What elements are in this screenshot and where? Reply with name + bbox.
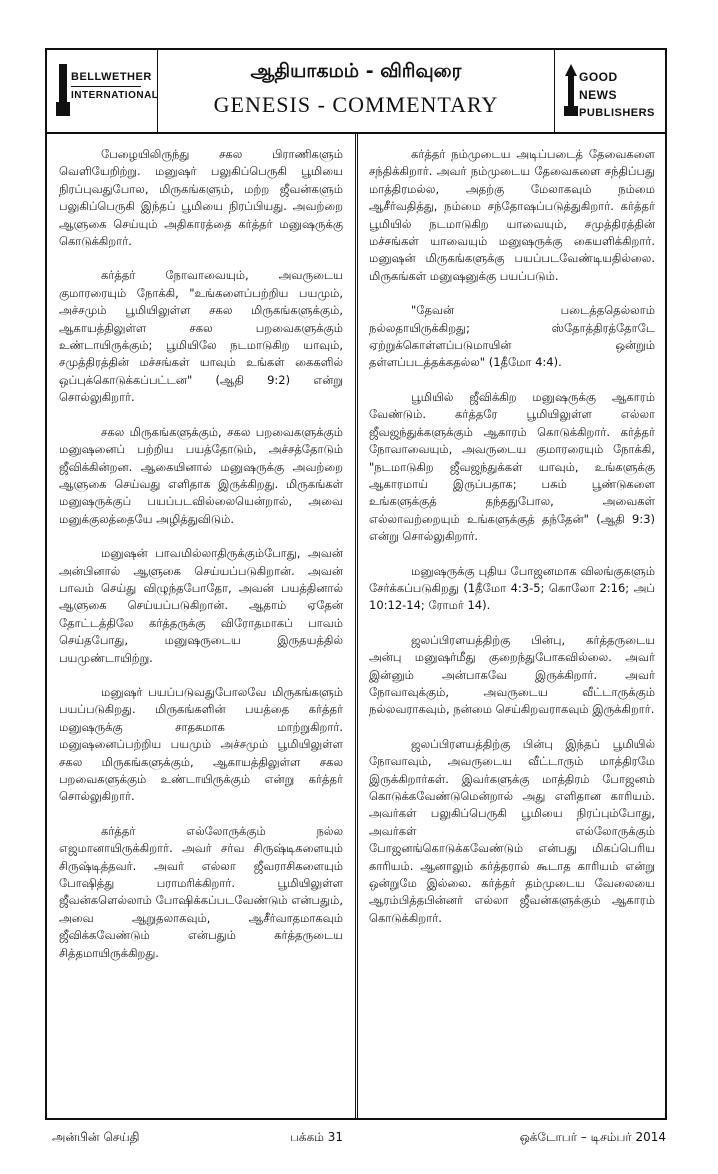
paragraph: மனுஷன் பாவமில்லாதிருக்கும்போது, அவன் அன்பினால் ஆளுகை செய்யப்படுகிறான். அவன் பாவம் செய்து விழுந்தபோதோ, அவன் பயத்தினால் ஆளுகை செய்யப்படுகிறான். ஆதாம் ஏதேன் தோட்டத்திலே கர்த்தருக்கு விரோதமாகப் பாவம் செய்தபோது, மனுஷருடைய இருதயத்தில் பயமுண்டாயிற்று. [59,546,343,665]
header-divider-right [554,50,555,132]
bell-icon [53,62,73,118]
paragraph: சகல மிருகங்களுக்கும், சகல பறவைகளுக்கும் மனுஷனைப் பற்றிய பயத்தோடும், அச்சத்தோடும் ஜீவிக்கின்றன. ஆகையினால் மனுஷருக்கு அவற்றை ஆளுகை செய்வது எளிதாக இருக்கிறது. மிருகங்கள் மனுஷருக்குப் பயப்படவில்லையென்றால், அவை மனுக்குலத்தையே அழித்துவிடும். [59,424,343,526]
lamp-icon [561,62,581,118]
paragraph: கர்த்தர் நோவாவையும், அவருடைய குமாரரையும் நோக்கி, "உங்களைப்பற்றிய பயமும், அச்சமும் பூமியிலுள்ள சகல மிருகங்களுக்கும், ஆகாயத்திலுள்ள சகல பறவைகளுக்கும் உண்டாயிருக்கும்; பூமியிலே நடமாடுகிற யாவும், சமுத்திரத்தின் மச்சங்கள் யாவும் உங்கள் கைகளில் ஒப்புக்கொடுக்கப்பட்டன" (ஆதி 9:2) என்று சொல்லுகிறார். [59,268,343,405]
logo-right-line2: PUBLISHERS [579,107,655,119]
paragraph: "தேவன் படைத்ததெல்லாம் நல்லதாயிருக்கிறது; ஸ்தோத்திரத்தோடே ஏற்றுக்கொள்ளப்படுமாயின் ஒன்றும் தள்ளப்படத்தக்கதல்ல" (1தீமோ 4:4). [369,303,655,370]
paragraph: ஜலப்பிரளயத்திற்கு பின்பு இந்தப் பூமியில் நோவாவும், அவருடைய வீட்டாரும் மாத்திரமே இருக்கிறார்கள். இவர்களுக்கு மாத்திரம் போஜனம் கொடுக்கவேண்டுமென்றால் அது எளிதான காரியம். அவர்கள் பலுகிப்பெருகி பூமியை நிரப்பும்போது, அவர்கள் எல்லோருக்கும் போஜனங்கொடுக்கவேண்டும் என்பது மிகப்பெரிய காரியம். ஆனாலும் கர்த்தரால் கூடாத காரியம் என்று ஒன்றுமே இல்லை. கர்த்தர் தம்முடைய வேலையை ஆரம்பித்தபின்னர் எல்லா ஜீவன்களுக்கும் ஆகாரம் கொடுக்கிறார். [369,736,655,925]
footer-publication: அன்பின் செய்தி [52,1130,140,1144]
left-column [59,146,343,979]
logo-right-line1: GOOD NEWS [579,70,618,102]
right-column [369,146,655,944]
paragraph: கர்த்தர் எல்லோருக்கும் நல்ல எஜமானாயிருக்கிறார். அவர் சர்வ சிருஷ்டிகளையும் சிருஷ்டித்தவர். அவர் எல்லா ஜீவராசிகளையும் போஷித்து பராமரிக்கிறார். பூமியிலுள்ள ஜீவன்களெல்லாம் போஷிக்கப்படவேண்டும் என்பதும், அவை ஆறுதலாகவும், ஆசீர்வாதமாகவும் ஜீவிக்கவேண்டும் என்பதும் கர்த்தருடைய சித்தமாயிருக்கிறது. [59,823,343,960]
paragraph: மனுஷருக்கு புதிய போஜனமாக விலங்குகளும் சேர்க்கப்படுகிறது (1தீமோ 4:3-5; கொலோ 2:16; அப் 10:12-14; ரோமர் 14). [369,563,655,613]
paragraph: பேழையிலிருந்து சகல பிராணிகளும் வெளியேறிற்று. மனுஷர் பலுகிப்பெருகி பூமியை நிரப்புவதுபோல, மிருகங்களும், மற்ற ஜீவன்களும் பலுகிப்பெருகி இந்தப் பூமியை நிரப்பியது. அவற்றை ஆளுகை செய்யும் அதிகாரத்தை கர்த்தர் மனுஷருக்கு கொடுக்கிறார். [59,147,343,249]
bellwether-logo [53,58,159,124]
page-title-tamil: ஆதியாகமம் - விரிவுரை [250,60,462,82]
page-footer [52,1130,666,1150]
logo-left-line2: INTERNATIONAL [71,86,141,105]
logo-left-line1: BELLWETHER [71,71,152,83]
page-title-english: GENESIS - COMMENTARY [213,92,499,117]
paragraph: பூமியில் ஜீவிக்கிற மனுஷருக்கு ஆகாரம் வேண்டும். கர்த்தரே பூமியிலுள்ள எல்லா ஜீவஜந்துக்களுக்கும் ஆகாரம் கொடுக்கிறார். கர்த்தர் நோவாவையும், அவருடைய குமாரரையும் நோக்கி, "நடமாடுகிற ஜீவஜந்துக்கள் யாவும், உங்களுக்கு ஆகாரமாய் இருப்பதாக; பசும் பூண்டுகளை உங்களுக்குத் தந்ததுபோல, அவைகள் எல்லாவற்றையும் உங்களுக்குத் தந்தேன்" (ஆதி 9:3) என்று சொல்லுகிறார். [369,389,655,544]
header-divider-left [157,50,158,132]
footer-page-number: பக்கம் 31 [290,1130,344,1144]
page-header [47,50,665,134]
paragraph: மனுஷர் பயப்படுவதுபோலவே மிருகங்களும் பயப்படுகிறது. மிருகங்களின் பயத்தை கர்த்தர் மனுஷருக்கு சாதகமாக மாற்றுகிறார். மனுஷனைப்பற்றிய பயமும் அச்சமும் பூமியிலுள்ள சகல மிருகங்களுக்கும், ஆகாயத்திலுள்ள சகல பறவைகளுக்கும் உண்டாயிருக்கும் என்று கர்த்தர் சொல்லுகிறார். [59,684,343,804]
good-news-logo [561,58,659,124]
paragraph: கர்த்தர் நம்முடைய அடிப்படைத் தேவைகளை சந்திக்கிறார். அவர் நம்முடைய தேவைகளை சந்திப்பது மாத்திரமல்ல, அதற்கு மேலாகவும் நம்மை ஆசீர்வதித்து, நம்மை சந்தோஷப்படுத்துகிறார். கர்த்தர் பூமியில் நடமாடுகிற யாவையும், சமுத்திரத்தின் மச்சங்கள் யாவையும் மனுஷருக்கு கையளிக்கிறார். மனுஷன் மிருகங்களுக்கு பயப்படவேண்டியதில்லை. மிருகங்கள் மனுஷனுக்கு பயப்படும். [369,147,655,283]
page-frame [45,48,667,1120]
footer-issue-date: ஒக்டோபர் – டிசம்பர் 2014 [519,1130,666,1144]
paragraph: ஜலப்பிரளயத்திற்கு பின்பு, கர்த்தருடைய அன்பு மனுஷர்மீது குறைந்துபோகவில்லை. அவர் இன்னும் அன்பாகவே இருக்கிறார். அவர் நோவாவுக்கும், அவருடைய வீட்டாருக்கும் நல்லவராகவும், நன்மை செய்கிறவராகவும் இருக்கிறார். [369,632,655,717]
column-divider [355,132,358,1118]
